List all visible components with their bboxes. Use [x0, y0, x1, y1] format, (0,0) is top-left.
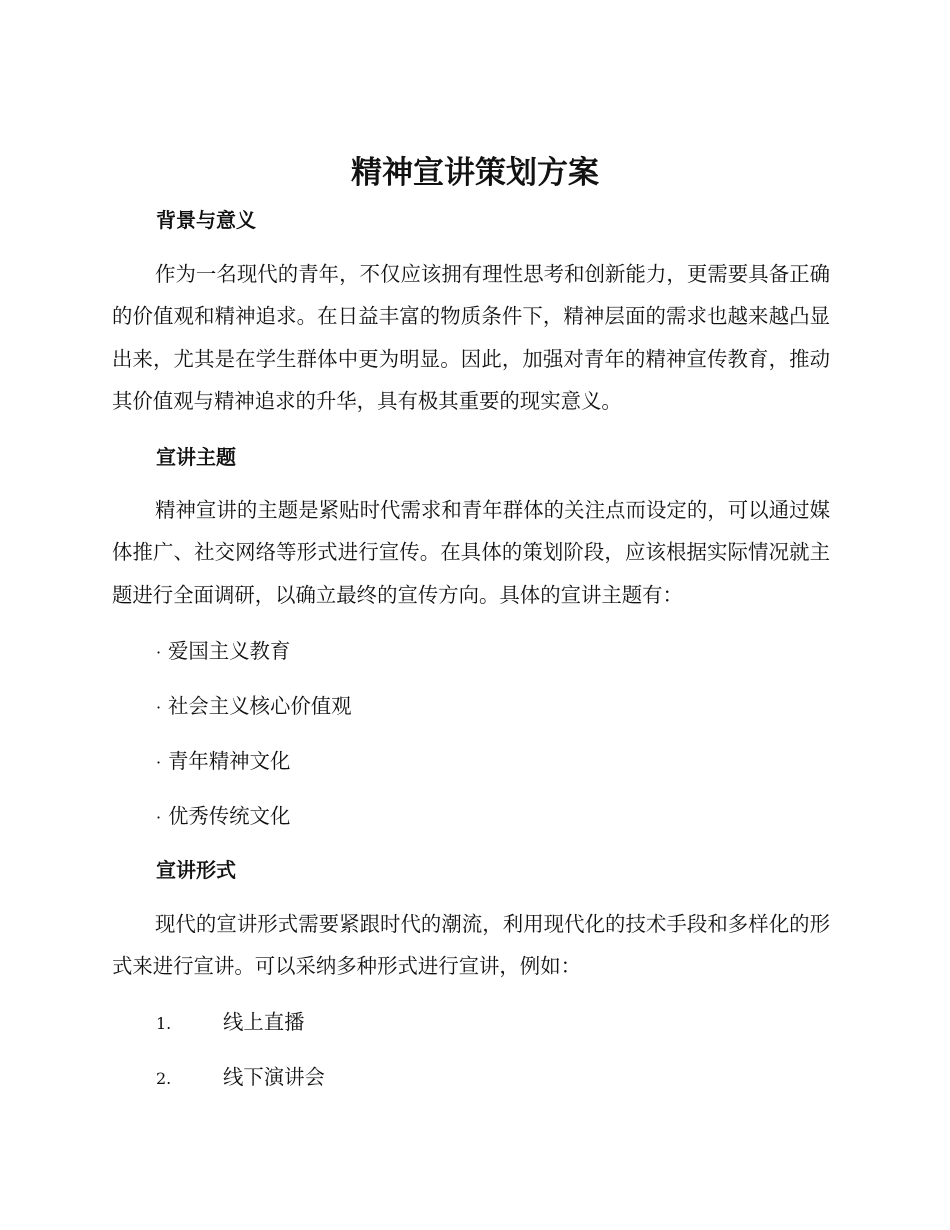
- list-item: [156, 801, 290, 833]
- numbered-item-text: 线上直播: [223, 1010, 305, 1034]
- numbered-item: [156, 1007, 305, 1039]
- section-heading-theme: 宣讲主题: [156, 445, 236, 469]
- section-heading-format: 宣讲形式: [156, 858, 236, 882]
- list-item-text: 青年精神文化: [168, 749, 291, 773]
- section-heading-background: 背景与意义: [156, 208, 256, 232]
- list-item: [156, 636, 290, 668]
- bullet-marker: ·: [156, 698, 162, 717]
- bullet-marker: ·: [156, 753, 162, 772]
- item-number: 1.: [156, 1014, 172, 1033]
- document-title: 精神宣讲策划方案: [351, 155, 599, 191]
- bullet-marker: ·: [156, 808, 162, 827]
- list-item-text: 社会主义核心价值观: [168, 694, 352, 718]
- list-item-text: 爱国主义教育: [168, 639, 291, 663]
- list-item: [156, 746, 290, 778]
- section-paragraph-theme: 精神宣讲的主题是紧贴时代需求和青年群体的关注点而设定的，可以通过媒体推广、社交网络等形式进行宣传。在具体的策划阶段，应该根据实际情况就主题进行全面调研，以确立最终的宣传方向。具体的宣讲主题有：: [112, 498, 830, 607]
- section-paragraph-format: 现代的宣讲形式需要紧跟时代的潮流，利用现代化的技术手段和多样化的形式来进行宣讲。可以采纳多种形式进行宣讲，例如：: [112, 912, 830, 979]
- list-item: [156, 691, 352, 723]
- numbered-item-text: 线下演讲会: [223, 1065, 325, 1089]
- item-number: 2.: [156, 1069, 172, 1088]
- numbered-item: [156, 1062, 325, 1094]
- section-paragraph-background: 作为一名现代的青年，不仅应该拥有理性思考和创新能力，更需要具备正确的价值观和精神追求。在日益丰富的物质条件下，精神层面的需求也越来越凸显出来，尤其是在学生群体中更为明显。因此，加强对青年的精神宣传教育，推动其价值观与精神追求的升华，具有极其重要的现实意义。: [112, 262, 830, 413]
- bullet-marker: ·: [156, 643, 162, 662]
- list-item-text: 优秀传统文化: [168, 804, 291, 828]
